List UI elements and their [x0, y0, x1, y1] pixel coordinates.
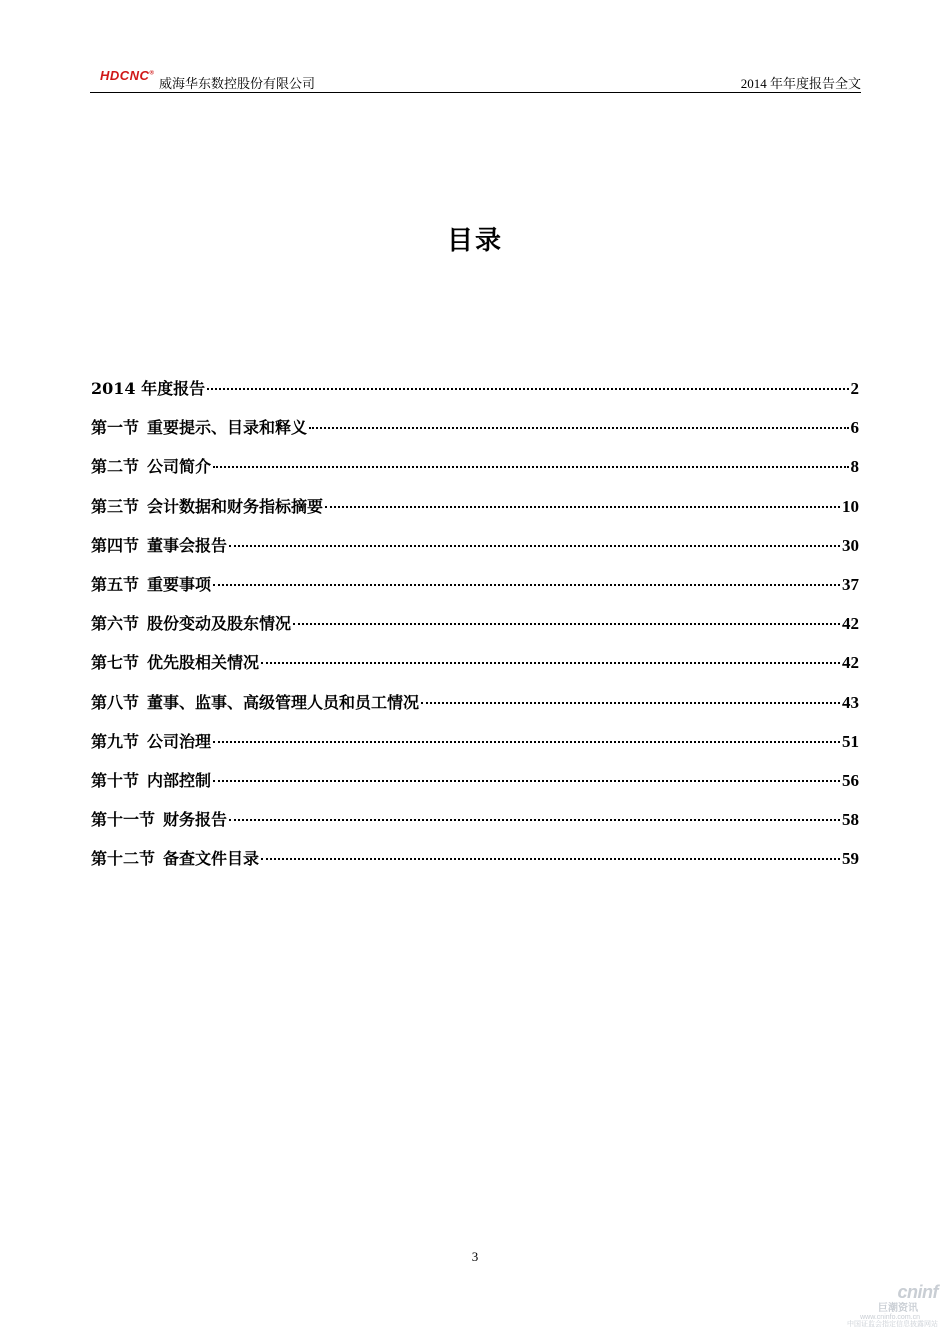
toc-page-number: 56 [842, 770, 859, 790]
company-logo: HDCNC® [100, 68, 155, 83]
toc-entry[interactable] [91, 454, 859, 493]
toc-section-title: 2014 年度报告 [91, 379, 206, 398]
toc-page-number: 8 [850, 457, 859, 477]
toc-leader-dots [213, 584, 840, 586]
company-name: 威海华东数控股份有限公司 [159, 76, 316, 91]
toc-section-number: 第三节 [91, 496, 140, 516]
toc-entry-label [91, 415, 307, 438]
toc-section-title: 重要事项 [147, 574, 212, 594]
watermark-name: 巨潮资讯 [878, 1302, 918, 1314]
toc-section-title: 董事会报告 [147, 535, 228, 555]
toc-page-number: 51 [842, 731, 859, 751]
toc-page-number: 42 [842, 653, 859, 673]
toc-entry-label [91, 807, 227, 830]
toc-leader-dots [229, 819, 840, 821]
toc-section-title: 财务报告 [163, 810, 228, 830]
toc-entry[interactable] [91, 376, 859, 415]
toc-section-title: 公司简介 [147, 457, 212, 477]
toc-section-title: 重要提示、目录和释义 [147, 418, 308, 438]
toc-leader-dots [261, 858, 840, 860]
toc-page-number: 43 [842, 692, 859, 712]
toc-page-number: 58 [842, 810, 859, 830]
toc-leader-dots [261, 662, 840, 664]
toc-section-title: 备查文件目录 [163, 849, 260, 869]
toc-page-number: 6 [850, 418, 859, 438]
table-of-contents [91, 376, 859, 885]
toc-entry[interactable] [91, 768, 859, 807]
toc-entry[interactable] [91, 494, 859, 533]
watermark-org: 中国证监会指定信息披露网站 [847, 1321, 938, 1329]
toc-entry[interactable] [91, 415, 859, 454]
toc-entry-label [91, 768, 211, 791]
toc-entry-label [91, 494, 323, 517]
toc-leader-dots [213, 466, 848, 468]
toc-section-number: 第二节 [91, 457, 140, 477]
toc-page-number: 59 [842, 849, 859, 869]
toc-entry[interactable] [91, 846, 859, 885]
toc-entry[interactable] [91, 533, 859, 572]
toc-section-title: 董事、监事、高级管理人员和员工情况 [147, 692, 420, 712]
page-header [90, 64, 861, 93]
toc-section-number: 第八节 [91, 692, 140, 712]
toc-entry-label [91, 729, 211, 752]
toc-entry[interactable] [91, 611, 859, 650]
toc-entry-label [91, 846, 259, 869]
toc-section-title: 股份变动及股东情况 [147, 614, 292, 634]
toc-leader-dots [309, 427, 848, 429]
toc-section-number: 第六节 [91, 614, 140, 634]
toc-entry[interactable] [91, 729, 859, 768]
toc-section-number: 第十一节 [91, 810, 156, 830]
toc-page-number: 10 [842, 496, 859, 516]
toc-leader-dots [207, 388, 848, 390]
toc-page-number: 30 [842, 535, 859, 555]
cninfo-watermark [828, 1283, 938, 1329]
toc-section-number: 第一节 [91, 418, 140, 438]
toc-section-title: 内部控制 [147, 770, 212, 790]
toc-section-number: 第五节 [91, 574, 140, 594]
toc-leader-dots [421, 702, 840, 704]
toc-leader-dots [325, 506, 840, 508]
toc-entry[interactable] [91, 572, 859, 611]
toc-section-number: 第十二节 [91, 849, 156, 869]
toc-entry-label [91, 650, 259, 673]
page-number: 3 [471, 1249, 479, 1264]
watermark-logo: cninf [897, 1282, 938, 1302]
toc-leader-dots [229, 545, 840, 547]
toc-section-number: 第七节 [91, 653, 140, 673]
toc-entry-label [91, 376, 205, 399]
toc-entry[interactable] [91, 690, 859, 729]
toc-leader-dots [293, 623, 840, 625]
toc-section-title: 会计数据和财务指标摘要 [147, 496, 324, 516]
toc-entry[interactable] [91, 807, 859, 846]
toc-section-number: 第九节 [91, 731, 140, 751]
toc-page-number: 37 [842, 574, 859, 594]
toc-section-number: 第四节 [91, 535, 140, 555]
toc-entry-label [91, 611, 291, 634]
toc-entry-label [91, 572, 211, 595]
toc-section-number: 第十节 [91, 770, 140, 790]
toc-entry-label [91, 690, 419, 713]
report-title: 2014 年年度报告全文 [740, 76, 861, 91]
toc-leader-dots [213, 780, 840, 782]
watermark-url: www.cninfo.com.cn [860, 1313, 920, 1321]
toc-leader-dots [213, 741, 840, 743]
toc-entry-label [91, 533, 227, 556]
toc-page-number: 42 [842, 614, 859, 634]
toc-entry[interactable] [91, 650, 859, 689]
toc-section-title: 优先股相关情况 [147, 653, 260, 673]
toc-section-title: 公司治理 [147, 731, 212, 751]
toc-entry-label [91, 454, 211, 477]
page-title: 目录 [446, 226, 503, 256]
toc-page-number: 2 [850, 379, 859, 398]
